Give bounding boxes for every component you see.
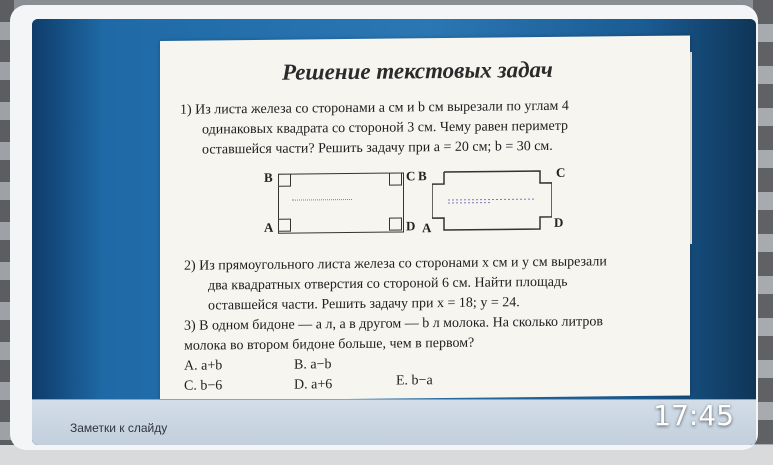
left-corner-square-c bbox=[389, 172, 402, 185]
left-corner-square-a bbox=[278, 219, 291, 232]
right-label-d: D bbox=[554, 214, 564, 230]
task3-line2: молока во втором бидоне больше, чем в первом? bbox=[184, 335, 475, 354]
task2-line1: 2) Из прямоугольного листа железа со сторонами х см и у см вырезали bbox=[184, 254, 607, 274]
left-label-b: B bbox=[264, 169, 273, 185]
task1-line1: 1) Из листа железа со сторонами а см и b см вырезали по углам 4 bbox=[180, 98, 569, 118]
task1-line3: оставшейся части? Решить задачу при а = 20 см; b = 30 см. bbox=[202, 138, 553, 158]
slide bbox=[160, 35, 690, 401]
task2-line3: оставшейся части. Решить задачу при х = 18; у = 24. bbox=[208, 295, 520, 314]
left-label-a: A bbox=[264, 219, 274, 235]
notes-placeholder: Заметки к слайду bbox=[70, 421, 168, 435]
right-label-a: A bbox=[422, 220, 432, 236]
left-label-c: C bbox=[406, 168, 416, 184]
time-overlay: 17:45 bbox=[653, 399, 734, 432]
task1-line2: одинаковых квадрата со стороной 3 см. Чему равен периметр bbox=[202, 118, 569, 138]
left-label-d: D bbox=[406, 218, 416, 234]
task2-line2: два квадратных отверстия со стороной 6 см. Найти площадь bbox=[208, 274, 568, 294]
answer-a: A. a+b bbox=[184, 358, 223, 374]
answer-d: D. a+6 bbox=[294, 377, 333, 393]
task3-line1: 3) В одном бидоне — а л, а в другом — b л молока. На сколько литров bbox=[184, 314, 603, 334]
answer-e: E. b−a bbox=[396, 373, 433, 389]
right-label-c: C bbox=[556, 164, 566, 180]
right-label-b: B bbox=[418, 168, 427, 184]
monitor-screen bbox=[32, 19, 756, 445]
answer-c: C. b−6 bbox=[184, 378, 223, 394]
left-corner-square-b bbox=[278, 174, 291, 187]
notes-pane[interactable] bbox=[32, 399, 756, 445]
slide-title: Решение текстовых задач bbox=[282, 56, 553, 85]
right-cross-shape bbox=[432, 165, 552, 234]
answer-b: B. a−b bbox=[294, 357, 332, 373]
left-corner-square-d bbox=[389, 217, 402, 230]
media-card bbox=[10, 5, 758, 450]
left-rectangle bbox=[278, 172, 404, 233]
